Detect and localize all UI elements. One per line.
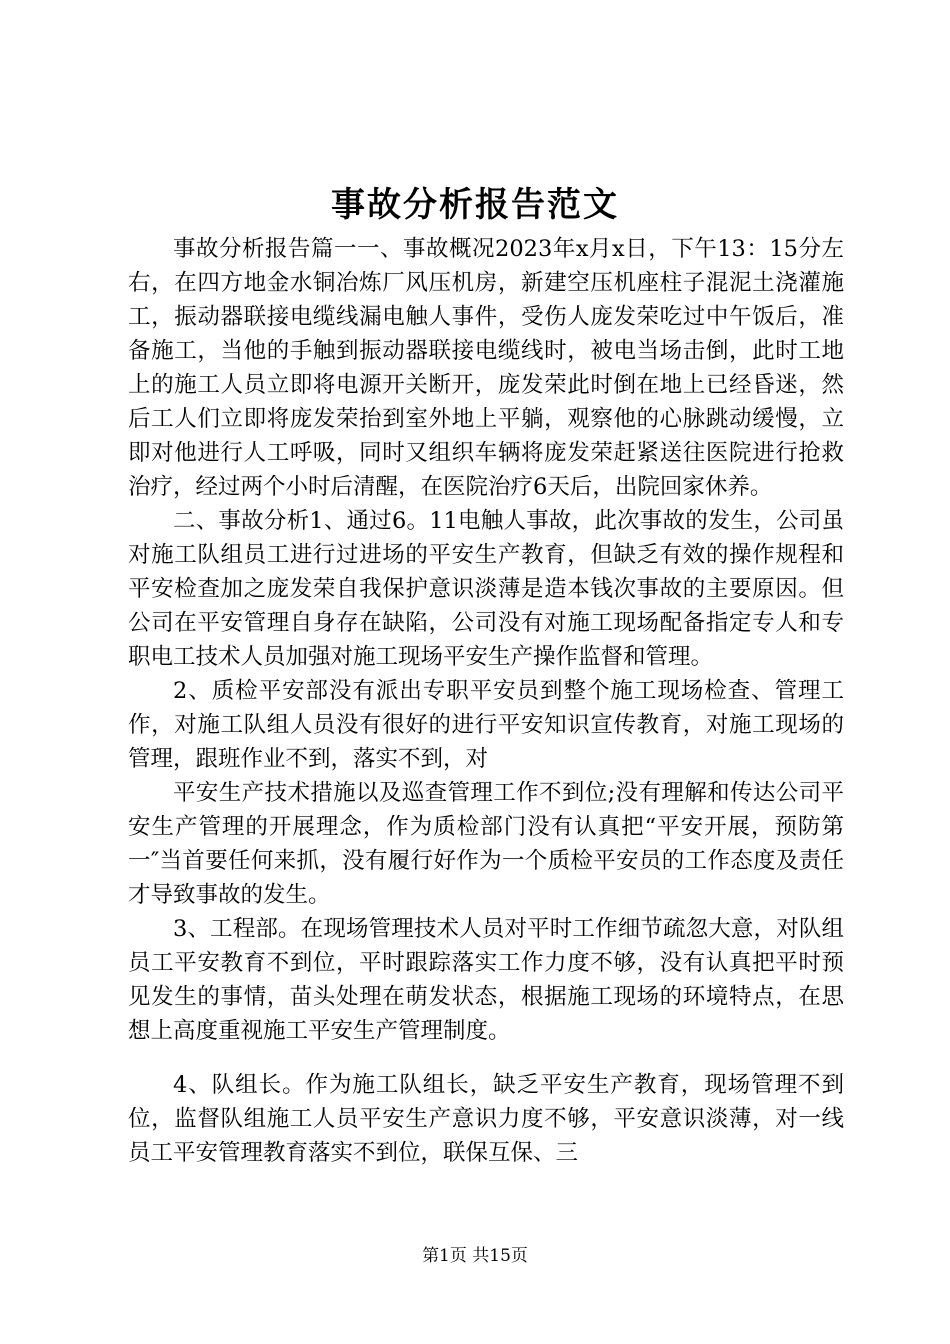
- paragraph-team-leader: 4、队组长。作为施工队组长，缺乏平安生产教育，现场管理不到位，监督队组施工人员平安生产意识力度不够，平安意识淡薄，对一线员工平安管理教育落实不到位，联保互保、三: [128, 1072, 844, 1166]
- document-title: 事故分析报告范文: [331, 185, 619, 225]
- page-number-footer: 第1页 共15页: [422, 1246, 528, 1266]
- paragraph-accident-analysis: 二、事故分析1、通过6。11电触人事故，此次事故的发生，公司虽对施工队组员工进行过进场的平安生产教育，但缺乏有效的操作规程和平安检查加之庞发荣自我保护意识淡薄是造本钱次事故的主要原因。但公司在平安管理自身存在缺陷，公司没有对施工现场配备指定专人和专职电工技术人员加强对施工现场平安生产操作监督和管理。: [128, 508, 844, 670]
- document-body: [128, 232, 844, 1170]
- paragraph-quality-safety-dept-cont: 平安生产技术措施以及巡查管理工作不到位;没有理解和传达公司平安生产管理的开展理念，作为质检部门没有认真把“平安开展，预防第一″当首要任何来抓，没有履行好作为一个质检平安员的工作态度及责任才导致事故的发生。: [128, 780, 844, 908]
- paragraph-accident-overview: 事故分析报告篇一一、事故概况2023年x月x日，下午13：15分左右，在四方地金水铜冶炼厂风压机房，新建空压机座柱子混泥土浇灌施工，振动器联接电缆线漏电触人事件，受伤人庞发荣吃过中午饭后，准备施工，当他的手触到振动器联接电缆线时，被电当场击倒，此时工地上的施工人员立即将电源开关断开，庞发荣此时倒在地上已经昏迷，然后工人们立即将庞发荣抬到室外地上平躺，观察他的心脉跳动缓慢，立即对他进行人工呼吸，同时又组织车辆将庞发荣赶紧送往医院进行抢救治疗，经过两个小时后清醒，在医院治疗6天后，出院回家休养。: [128, 236, 844, 500]
- paragraph-quality-safety-dept: 2、质检平安部没有派出专职平安员到整个施工现场检查、管理工作，对施工队组人员没有很好的进行平安知识宣传教育，对施工现场的管理，跟班作业不到，落实不到，对: [128, 678, 844, 772]
- paragraph-engineering-dept: 3、工程部。在现场管理技术人员对平时工作细节疏忽大意，对队组员工平安教育不到位，平时跟踪落实工作力度不够，没有认真把平时预见发生的事情，苗头处理在萌发状态，根据施工现场的环境特点，在思想上高度重视施工平安生产管理制度。: [128, 916, 844, 1044]
